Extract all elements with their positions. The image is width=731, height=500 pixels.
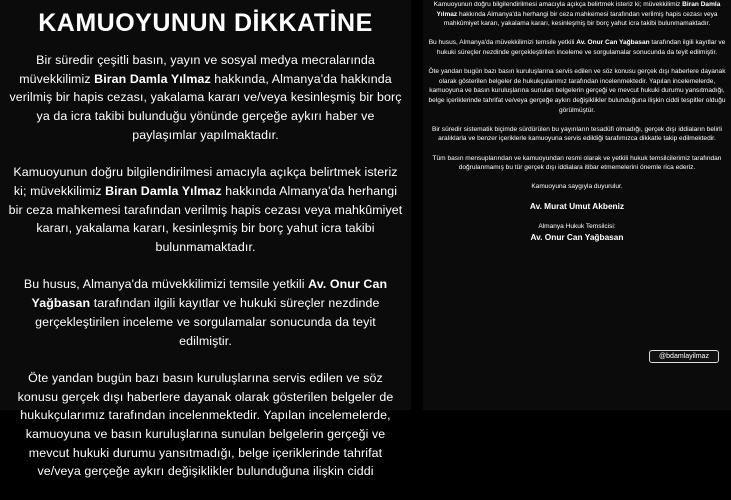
statement-title: KAMUOYUNUN DİKKATİNE: [38, 9, 373, 37]
right-paragraph-4: Bir süredir sistematik biçimde sürdürülen bu yayınların tesadüfi olmadığı, gerçek dışı iddiaların belirli aralıklarla ve benzer içeriklerle kamuoyuna servis edildiği tarafımızca dikkatle takip edilmektedir.: [431, 125, 722, 143]
lawyer-name: Av. Onur Can Yağbasan: [31, 277, 388, 311]
representative-name: Av. Onur Can Yağbasan: [530, 231, 624, 242]
left-paragraph-1: Bir süredir çeşitli basın, yayın ve sosyal medya mecralarında müvekkilimiz Biran Damla Yılmaz hakkında, Almanya'da hakkında verilmiş bir hapis cezası, yakalama kararı ve/veya kesinleşmiş bir borç ya da icra takibi bulunduğu yönünde gerçeğe aykırı haber ve paylaşımlar yapılmaktadır.: [9, 53, 402, 142]
right-statement-body: [426, 0, 728, 252]
right-paragraph-6: Kamuoyuna saygıyla duyurulur.: [531, 183, 623, 191]
left-paragraph-4: Öte yandan bugün bazı basın kuruluşlarına servis edilen ve söz konusu gerçek dışı haberlere dayanak olarak gösterilen belgeler de hukukçularımız tarafından incelenmektedir. Yapılan incelemelerde, kamuoyuna ve basın kuruluşlarına sunulan belgelerin gerçeği ve mevcut hukuki durumu yansıtmadığı, belge içeriklerinde tahrifat ve/veya gerçeğe aykırı değişiklikler bulunduğuna ilişkin ciddi: [17, 370, 394, 479]
left-statement-body: [8, 51, 403, 500]
right-paragraph-3: Öte yandan bugün bazı basın kuruluşlarına servis edilen ve söz konusu gerçek dışı haberlere dayanak olarak gösterilen belgeler de hukukçularımız tarafından incelenmektedir. Yapılan incelemelerde, kamuoyuna ve basın kuruluşlarına sunulan belgelerin gerçeği ve mevcut hukuki durumu yansıtmadığı, belge içeriklerinde tahrifat ve/veya gerçeğe aykırı değişiklikler bulunduğuna ilişkin ciddi tespitler olduğu görülmüştür.: [428, 68, 726, 114]
left-paragraph-2: Kamuoyunun doğru bilgilendirilmesi amacıyla açıkça belirtmek isteriz ki; müvekkilimiz Biran Damla Yılmaz hakkında Almanya'da herhangi bir ceza mahkemesi tarafından verilmiş hapis cezası veya mahkûmiyet kararı, yakalama kararı, kesinleşmiş bir borç yahut icra takibi bulunmamaktadır.: [8, 165, 403, 255]
right-paragraph-1: Kamuoyunun doğru bilgilendirilmesi amacıyla açıkça belirtmek isteriz ki; müvekkilimiz Biran Damla Yılmaz hakkında Almanya'da herhangi bir ceza mahkemesi tarafından verilmiş hapis cezası veya mahkûmiyet kararı, yakalama kararı, kesinleşmiş bir borç yahut icra takibi bulunmamaktadır.: [433, 1, 721, 28]
client-name: Biran Damla Yılmaz: [105, 183, 222, 198]
instagram-handle-sticker[interactable]: @bdamlayilmaz: [649, 350, 719, 363]
right-paragraph-5: Tüm basın mensuplarından ve kamuoyundan resmi olarak ve yetkili hukuk temsilcilerimiz tarafından doğrulanmamış bu tür gerçek dışı iddialara itibar etmemelerini önemle rica ederiz.: [432, 154, 722, 172]
client-name: Biran Damla Yılmaz: [94, 71, 211, 86]
lawyer-name: Av. Onur Can Yağbasan: [576, 39, 650, 47]
signature-name: Av. Murat Umut Akbeniz: [529, 201, 625, 212]
panel-divider: [411, 0, 423, 410]
client-name: Biran Damla Yılmaz: [436, 1, 721, 18]
right-paragraph-2: Bu husus, Almanya'da müvekkilimizi temsile yetkili Av. Onur Can Yağbasan tarafından ilgili kayıtlar ve hukuki süreçler nezdinde gerçekleştirilen inceleme ve sorgulamalar sonucunda da teyit edilmiştir.: [428, 39, 726, 56]
left-paragraph-3: Bu husus, Almanya'da müvekkilimizi temsile yetkili Av. Onur Can Yağbasan tarafından ilgili kayıtlar ve hukuki süreçler nezdinde gerçekleştirilen inceleme ve sorgulamalar sonucunda da teyit edilmiştir.: [23, 277, 388, 348]
representative-label: Almanya Hukuk Temsilcisi:: [538, 223, 616, 231]
